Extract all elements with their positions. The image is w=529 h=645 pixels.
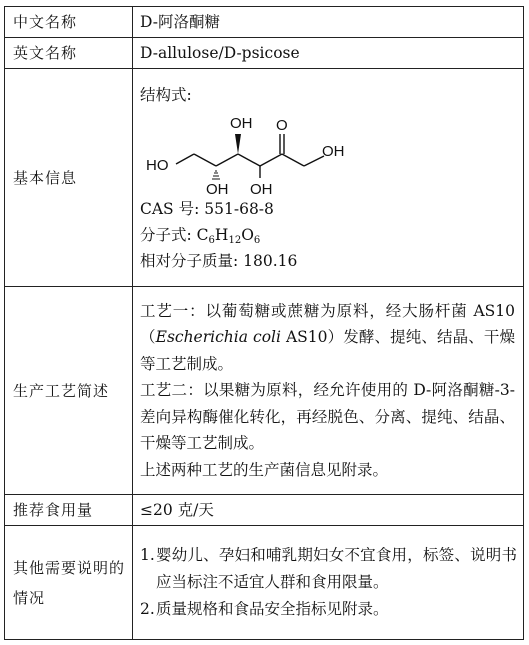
oh-top-atom: OH bbox=[230, 114, 253, 132]
cas-label: CAS 号: bbox=[140, 199, 200, 218]
structural-formula bbox=[144, 112, 354, 196]
formula-label: 分子式: bbox=[140, 225, 192, 244]
row-basic-info bbox=[5, 69, 524, 287]
label-production: 生产工艺简述 bbox=[5, 287, 133, 495]
label-chinese-name: 中文名称 bbox=[5, 7, 133, 38]
process-one: 工艺一：以葡萄糖或蔗糖为原料，经大肠杆菌 AS10（Escherichia coli AS10）发酵、提纯、结晶、干燥等工艺制成。 bbox=[140, 301, 515, 373]
structure-label: 结构式: bbox=[140, 85, 192, 104]
production-note: 上述两种工艺的生产菌信息见附录。 bbox=[140, 460, 389, 479]
list-item: 2. 质量规格和食品安全指标见附录。 bbox=[140, 600, 389, 618]
row-chinese-name bbox=[5, 7, 524, 38]
label-intake: 推荐食用量 bbox=[5, 495, 133, 526]
molecular-formula: $C_6H_{12}O_6$ bbox=[196, 225, 261, 246]
info-table bbox=[4, 6, 524, 640]
oh-bottom-atom-2: OH bbox=[250, 180, 273, 196]
label-other: 其他需要说明的情况 bbox=[5, 526, 133, 640]
label-basic-info: 基本信息 bbox=[5, 69, 133, 287]
process-two: 工艺二：以果糖为原料，经允许使用的 D-阿洛酮糖-3-差向异构酶催化转化，再经脱色、分离、提纯、结晶、干燥等工艺制成。 bbox=[140, 381, 515, 453]
value-other bbox=[133, 526, 524, 640]
row-production bbox=[5, 287, 524, 495]
ho-left-atom: HO bbox=[146, 156, 169, 174]
species-name: Escherichia coli bbox=[155, 328, 281, 347]
ketone-oxygen-atom: O bbox=[276, 116, 288, 134]
formula-line bbox=[140, 222, 517, 248]
value-intake bbox=[133, 495, 524, 526]
value-production bbox=[133, 287, 524, 495]
intake-text: ≤20 克/天 bbox=[140, 501, 214, 519]
list-item: 1. 婴幼儿、孕妇和哺乳期妇女不宜食用，标签、说明书应当标注不适宜人群和食用限量。 bbox=[140, 546, 517, 591]
mw-line bbox=[140, 248, 517, 274]
row-intake bbox=[5, 495, 524, 526]
mw-label: 相对分子质量: bbox=[140, 251, 239, 270]
cas-line bbox=[140, 196, 517, 222]
oh-bottom-atom-1: OH bbox=[206, 180, 229, 196]
mw-value: 180.16 bbox=[243, 251, 298, 270]
value-english-name bbox=[133, 38, 524, 69]
chinese-name-text: D-阿洛酮糖 bbox=[140, 13, 220, 31]
value-basic-info bbox=[133, 69, 524, 287]
value-chinese-name bbox=[133, 7, 524, 38]
row-english-name bbox=[5, 38, 524, 69]
label-english-name: 英文名称 bbox=[5, 38, 133, 69]
row-other bbox=[5, 526, 524, 640]
oh-right-atom: OH bbox=[322, 142, 345, 160]
english-name-text: D-allulose/D-psicose bbox=[140, 44, 300, 62]
cas-value: 551-68-8 bbox=[204, 199, 274, 218]
